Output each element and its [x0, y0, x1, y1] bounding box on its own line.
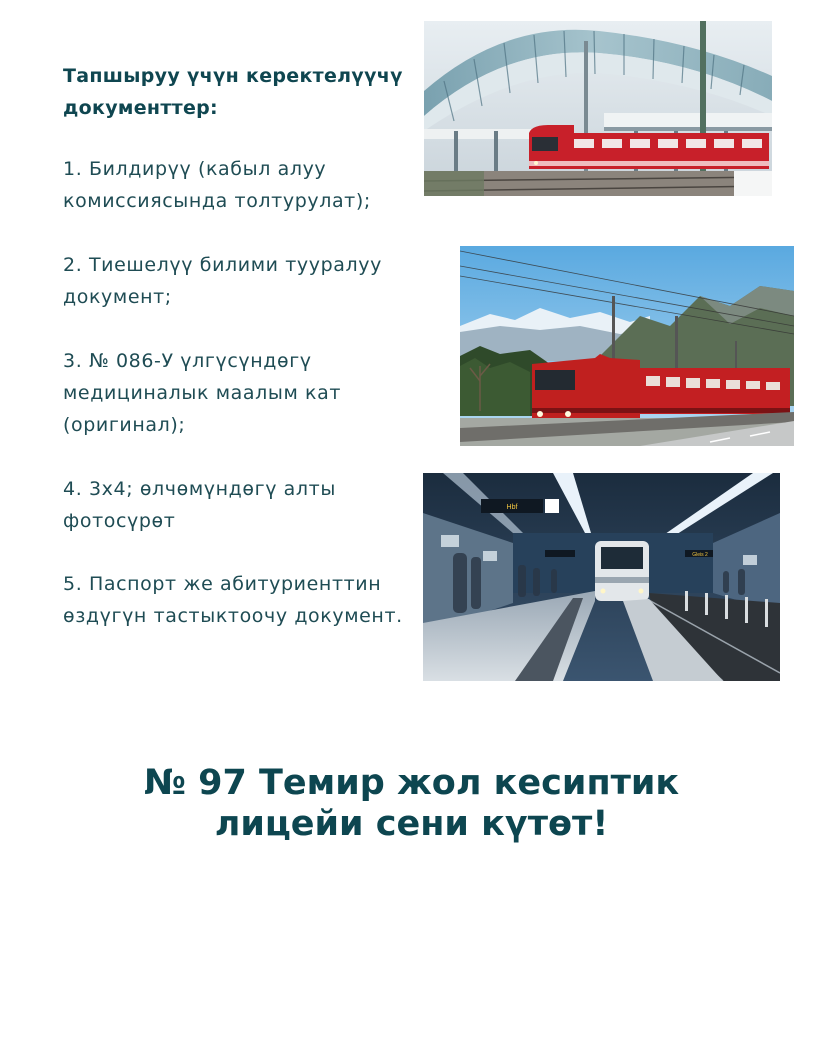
document-item-3: 3. № 086-У үлгүсүндөгү медициналык маалым кат (оригинал); — [63, 350, 342, 436]
documents-heading: Тапшыруу үчүн керектелүүчү документтер: — [63, 65, 403, 119]
train-station-photo — [424, 21, 772, 196]
station-sign-2: Gleis 2 — [692, 552, 708, 558]
underground-station-photo — [423, 473, 780, 681]
station-sign-1: Hbf — [506, 504, 518, 511]
document-item-4: 4. 3х4; өлчөмүндөгү алты фотосүрөт — [63, 478, 336, 532]
document-item-1: 1. Билдирүү (кабыл алуу комиссиясында толтурулат); — [63, 158, 371, 212]
lyceum-slogan: № 97 Темир жол кесиптик лицейи сени күтөт! — [143, 763, 680, 844]
document-item-5: 5. Паспорт же абитуриенттин өздүгүн тастыктоочу документ. — [63, 573, 403, 627]
document-item-2: 2. Тиешелүү билими тууралуу документ; — [63, 254, 382, 308]
mountain-train-photo — [460, 246, 794, 446]
